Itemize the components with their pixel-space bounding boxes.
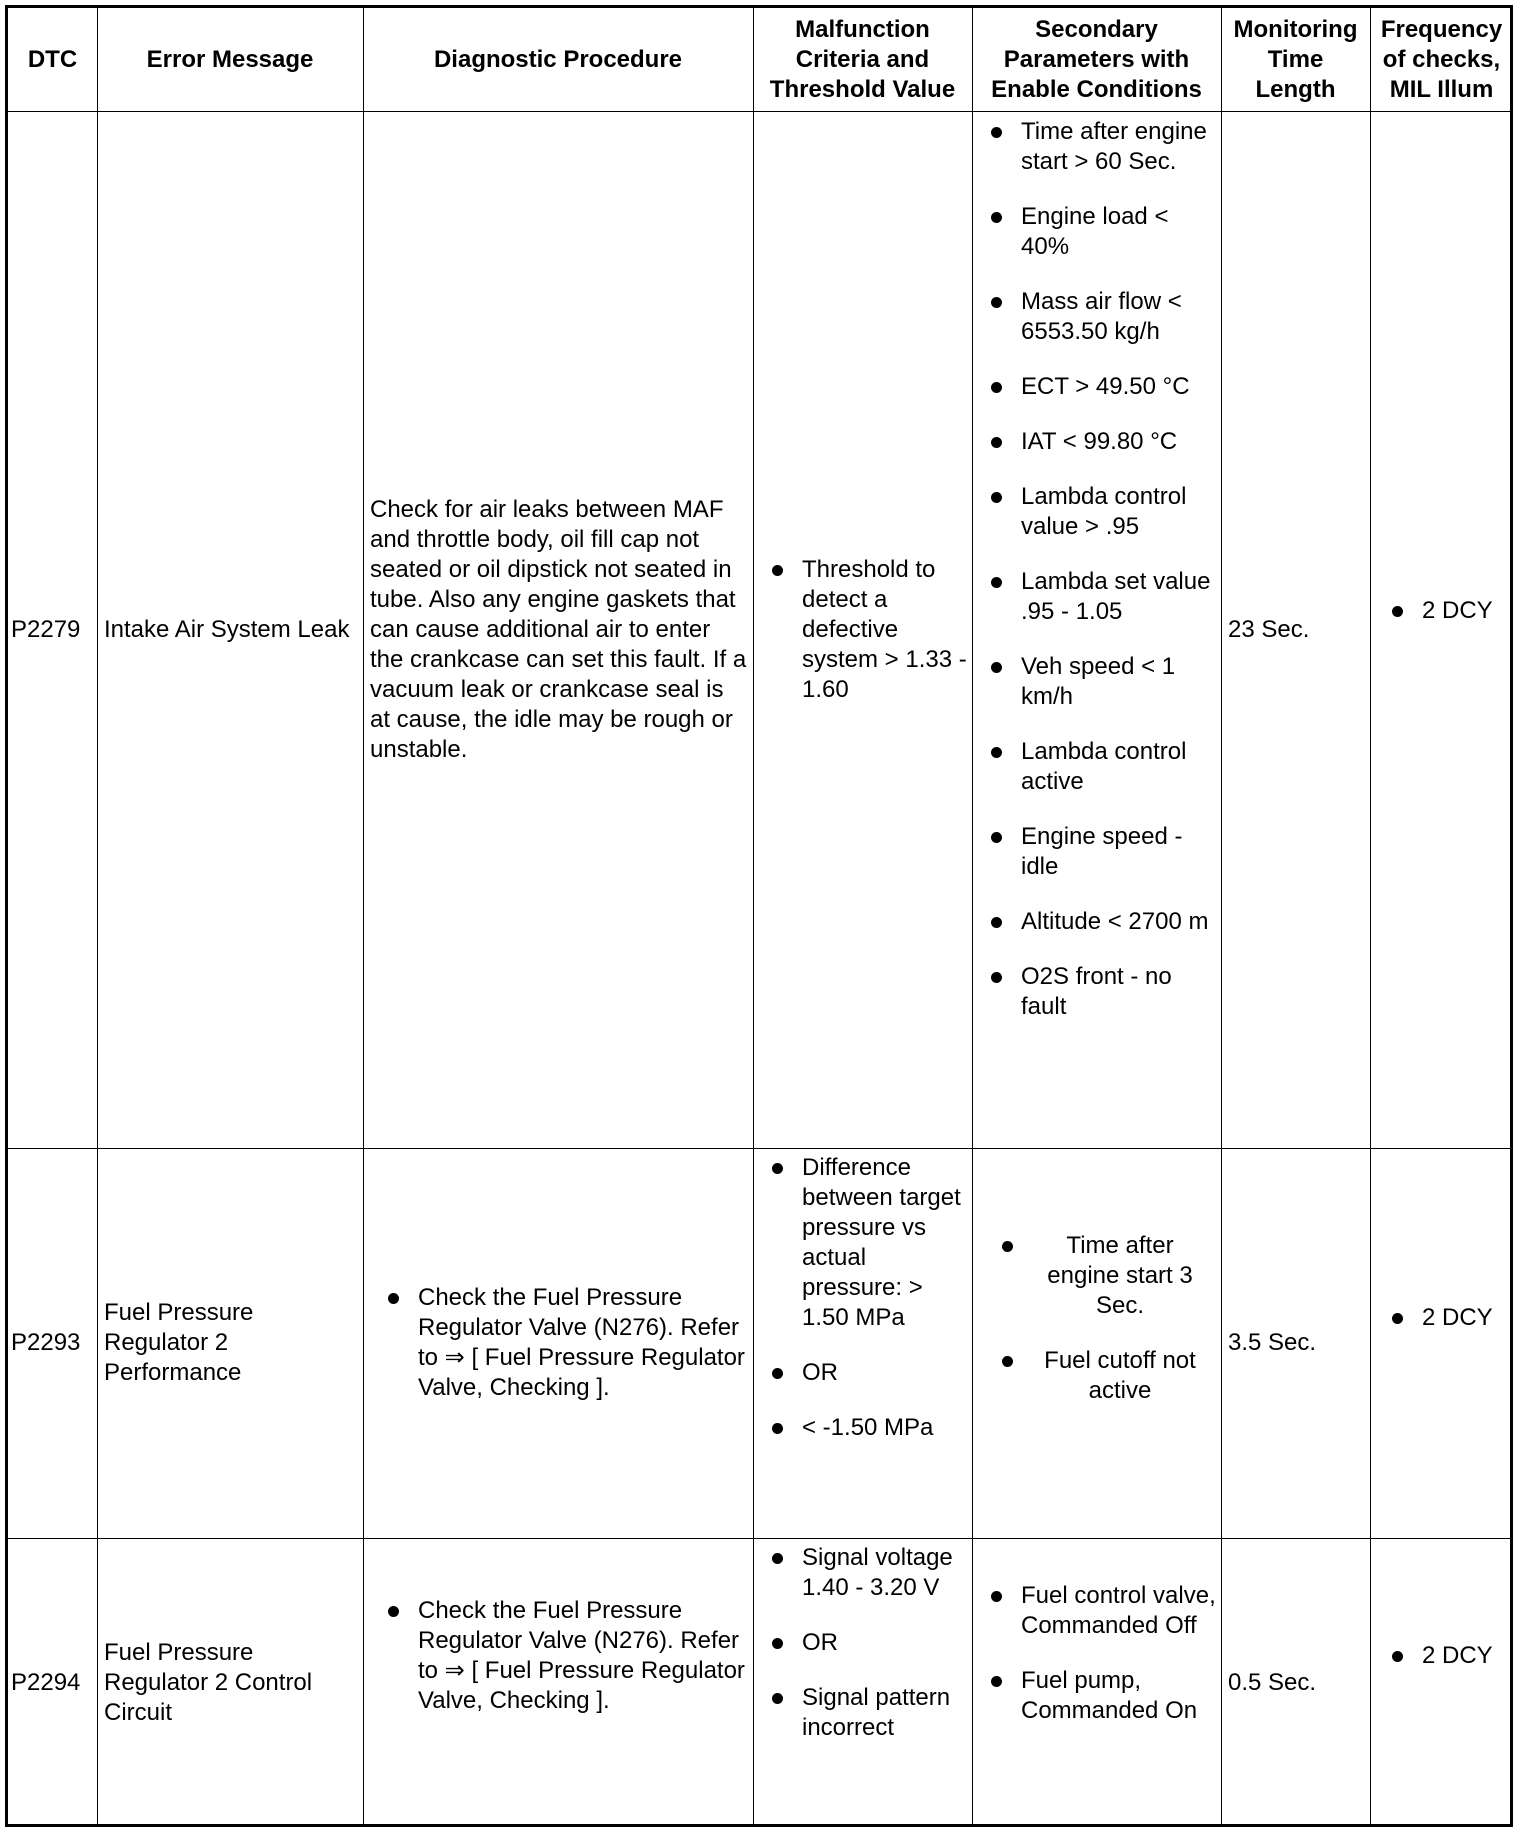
list-item: Lambda set value .95 - 1.05	[987, 567, 1219, 627]
list-item: Fuel cutoff not active	[998, 1346, 1208, 1406]
header-dtc: DTC	[27, 45, 78, 73]
list-item: Signal pattern incorrect	[768, 1683, 970, 1743]
table-row-dtc: P2279	[11, 615, 81, 643]
header-malfunction-criteria: Malfunction Criteria and Threshold Value	[769, 15, 956, 103]
list-item: Check the Fuel Pressure Regulator Valve (N276). Refer to ⇒ [ Fuel Pressure Regulator Valve, Checking ].	[384, 1596, 750, 1716]
table-row-dtc: P2293	[11, 1329, 81, 1356]
table-row-monitoring: 3.5 Sec.	[1228, 1329, 1317, 1356]
table-row-secondary	[998, 1148, 1208, 1488]
header-frequency: Frequency of checks, MIL Illum	[1380, 15, 1503, 103]
table-row-dtc: P2294	[11, 1668, 81, 1696]
table-row-error-message: Fuel Pressure Regulator 2 Performance	[104, 1299, 254, 1386]
header-error-message: Error Message	[146, 45, 314, 73]
list-item: Lambda control value > .95	[987, 482, 1219, 542]
table-row-error-message: Intake Air System Leak	[104, 615, 350, 643]
list-item: ECT > 49.50 °C	[987, 372, 1219, 402]
list-item: Check the Fuel Pressure Regulator Valve (N276). Refer to ⇒ [ Fuel Pressure Regulator Valve, Checking ].	[384, 1283, 750, 1403]
table-row-criteria	[768, 1543, 970, 1823]
table-row-monitoring: 23 Sec.	[1228, 615, 1310, 643]
list-item: Threshold to detect a defective system > 1.33 - 1.60	[768, 555, 970, 705]
list-item: Signal voltage 1.40 - 3.20 V	[768, 1543, 970, 1603]
list-item: Engine load < 40%	[987, 202, 1219, 262]
table-row-frequency	[1388, 1148, 1513, 1488]
table-row-procedure	[384, 1148, 750, 1538]
list-item: 2 DCY	[1388, 596, 1513, 626]
list-item: Fuel pump, Commanded On	[987, 1666, 1219, 1726]
list-item: IAT < 99.80 °C	[987, 427, 1219, 457]
list-item: OR	[768, 1358, 970, 1388]
list-item: Difference between target pressure vs actual pressure: > 1.50 MPa	[768, 1153, 970, 1333]
table-row-procedure: Check for air leaks between MAF and throttle body, oil fill cap not seated or oil dipstick not seated in tube. Also any engine gaskets that can cause additional air to enter the crankcase can set this fault. If a vacuum leak or crankcase seal is at cause, the idle may be rough or unstable.	[370, 495, 747, 763]
header-diagnostic-procedure: Diagnostic Procedure	[433, 45, 683, 73]
list-item: Fuel control valve, Commanded Off	[987, 1581, 1219, 1641]
table-row-criteria	[768, 111, 970, 1148]
table-row-procedure	[384, 1538, 750, 1773]
table-row-frequency	[1388, 1538, 1513, 1773]
list-item: Mass air flow < 6553.50 kg/h	[987, 287, 1219, 347]
table-row-criteria	[768, 1153, 970, 1533]
list-item: Time after engine start > 60 Sec.	[987, 117, 1219, 177]
list-item: Altitude < 2700 m	[987, 907, 1219, 937]
table-row-error-message: Fuel Pressure Regulator 2 Control Circuit	[104, 1638, 313, 1726]
header-secondary-parameters: Secondary Parameters with Enable Conditions	[991, 15, 1202, 103]
table-row-frequency	[1388, 111, 1513, 1111]
list-item: O2S front - no fault	[987, 962, 1219, 1022]
list-item: Time after engine start 3 Sec.	[998, 1231, 1208, 1321]
list-item: Lambda control active	[987, 737, 1219, 797]
list-item: OR	[768, 1628, 970, 1658]
list-item: Engine speed - idle	[987, 822, 1219, 882]
dtc-table	[5, 5, 1513, 1827]
table-row-monitoring: 0.5 Sec.	[1228, 1668, 1317, 1696]
table-row-secondary	[987, 117, 1219, 1142]
list-item: 2 DCY	[1388, 1303, 1513, 1333]
header-monitoring-time: Monitoring Time Length	[1233, 15, 1358, 103]
table-row-secondary	[987, 1538, 1219, 1768]
list-item: 2 DCY	[1388, 1641, 1513, 1671]
list-item: Veh speed < 1 km/h	[987, 652, 1219, 712]
list-item: < -1.50 MPa	[768, 1413, 970, 1443]
